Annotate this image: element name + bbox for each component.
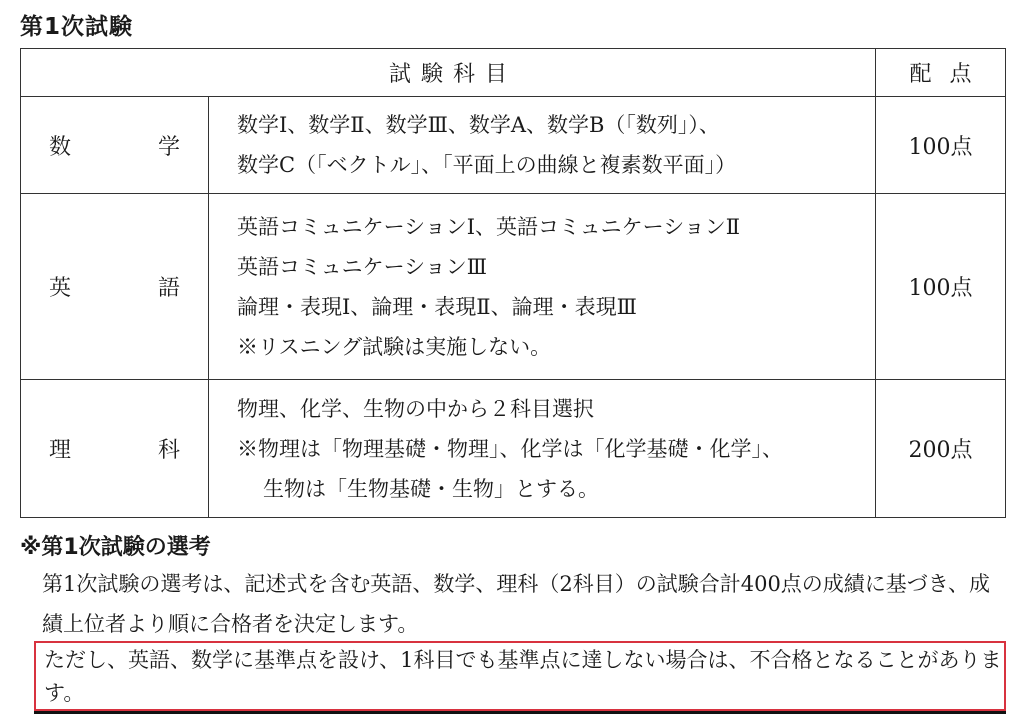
detail-line: 英語コミュニケーションⅠ、英語コミュニケーションⅡ — [237, 214, 741, 239]
page-title: 第1次試験 — [20, 14, 134, 40]
subject-detail-science — [209, 380, 876, 518]
table-row-math — [21, 97, 1006, 194]
subject-detail-english — [209, 194, 876, 380]
subject-char: 英 — [49, 276, 72, 301]
subject-char: 語 — [157, 276, 180, 301]
subject-name-math — [21, 97, 209, 194]
detail-line: 英語コミュニケーションⅢ — [237, 254, 487, 279]
subject-char: 理 — [49, 438, 72, 463]
subject-char: 数 — [49, 134, 72, 160]
highlighted-notice: ただし、英語、数学に基準点を設け、1科目でも基準点に達しない場合は、不合格となることがあります。 — [34, 641, 1006, 711]
table-row-english — [21, 194, 1006, 380]
exam-subjects-table — [20, 48, 1006, 518]
points-english: 100点 — [876, 194, 1006, 380]
selection-note-body: 第1次試験の選考は、記述式を含む英語、数学、理科（2科目）の試験合計400点の成績に基づき、成績上位者より順に合格者を決定します。 — [42, 572, 990, 636]
table-row-science — [21, 380, 1006, 518]
header-exam-subjects-label: 試験科目 — [389, 62, 518, 87]
detail-line: ※リスニング試験は実施しない。 — [237, 334, 552, 359]
detail-line: 数学C（「ベクトル」、「平面上の曲線と複素数平面」） — [237, 153, 737, 177]
subject-char: 学 — [157, 134, 180, 160]
points-science: 200点 — [876, 380, 1006, 518]
header-points — [876, 49, 1006, 97]
subject-char: 科 — [157, 438, 180, 463]
detail-line: 論理・表現Ⅰ、論理・表現Ⅱ、論理・表現Ⅲ — [237, 294, 637, 319]
detail-line: ※物理は「物理基礎・物理」、化学は「化学基礎・化学」、 — [237, 436, 783, 461]
subject-name-english — [21, 194, 209, 380]
detail-line: 物理、化学、生物の中から２科目選択 — [237, 396, 594, 421]
detail-line: 生物は「生物基礎・生物」とする。 — [263, 476, 599, 501]
header-exam-subjects — [21, 49, 876, 97]
header-points-label: 配点 — [909, 62, 990, 87]
table-header-row — [21, 49, 1006, 97]
highlight-underline — [34, 711, 1006, 714]
subject-detail-math — [209, 97, 876, 194]
subject-name-science — [21, 380, 209, 518]
detail-line: 数学Ⅰ、数学Ⅱ、数学Ⅲ、数学A、数学B（「数列」）、 — [237, 113, 720, 137]
selection-note-heading: ※第1次試験の選考 — [20, 535, 211, 560]
points-math: 100点 — [876, 97, 1006, 194]
